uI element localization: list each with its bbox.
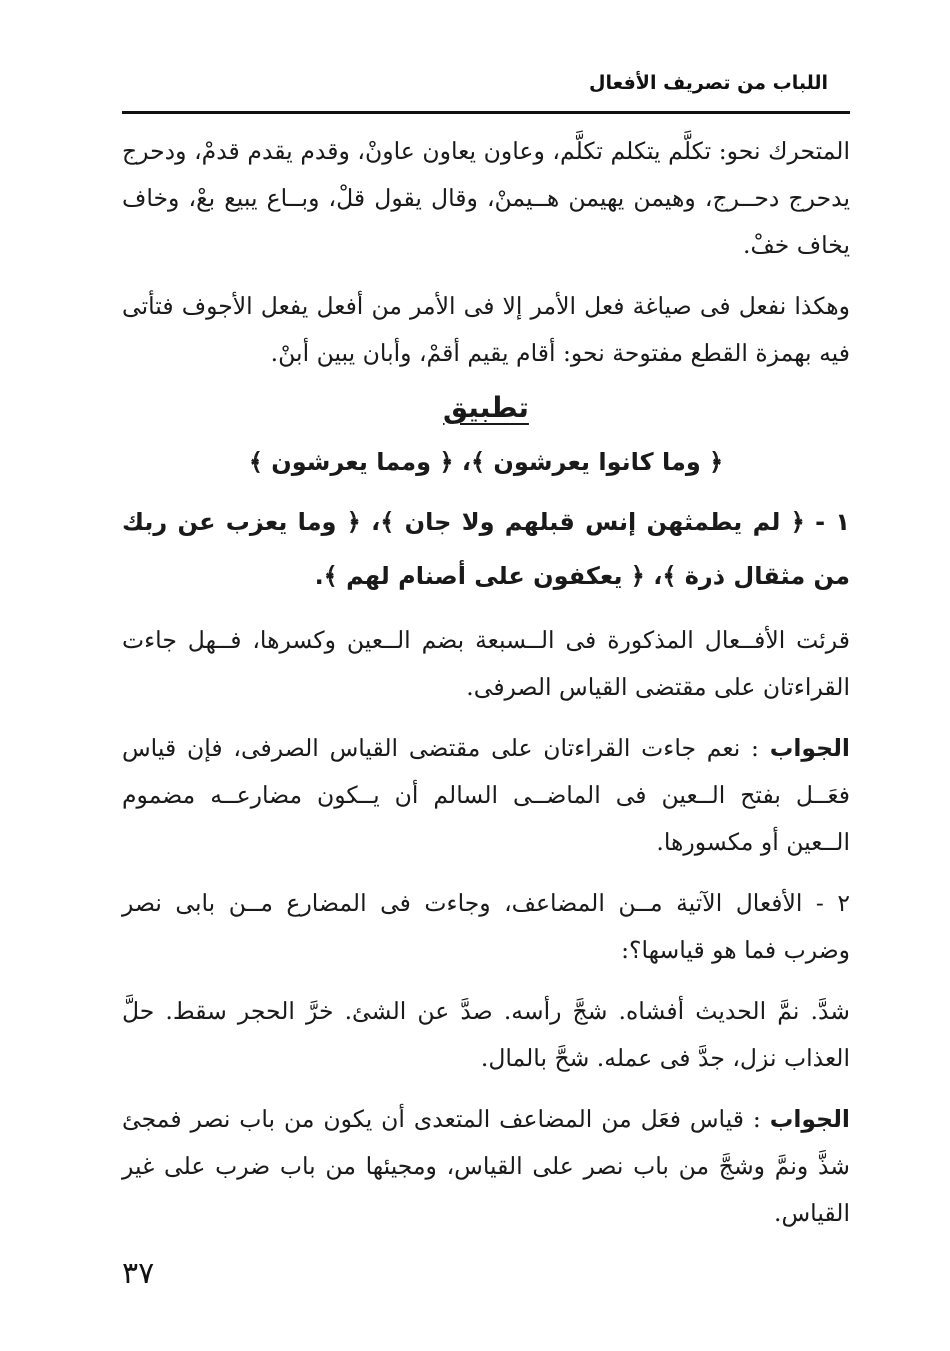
exercise-2-question: ٢ - الأفعال الآتية مــن المضاعف، وجاءت فى المضارع مــن بابى نصر وضرب فما هو قياسها؟: <box>122 889 850 964</box>
running-header: اللباب من تصريف الأفعال <box>589 72 828 94</box>
body-text <box>122 128 850 1251</box>
verse-examples-line: ﴿ وما كانوا يعرشون ﴾، ﴿ ومما يعرشون ﴾ <box>248 448 724 476</box>
exercise-2-verb-list: شدَّ. نمَّ الحديث أفشاه. شجَّ رأسه. صدَّ عن الشئ. خرَّ الحجر سقط. حلَّ العذاب نزل، جدَّ فى عمله. شحَّ بالمال. <box>122 997 850 1072</box>
exercise-1-verses: ١ - ﴿ لم يطمثهن إنس قبلهم ولا جان ﴾، ﴿ وما يعزب عن ربك من مثقال ذرة ﴾، ﴿ يعكفون على أصنام لهم ﴾. <box>122 508 850 590</box>
page-number: ٣٧ <box>122 1256 155 1291</box>
paragraph-imperative-examples: المتحرك نحو: تكلَّم يتكلم تكلَّم، وعاون يعاون عاونْ، وقدم يقدم قدمْ، ودحرج يدحرج دحــرج، وهيمن يهيمن هــيمنْ، وقال يقول قلْ، وبــاع يبيع بعْ، وخاف يخاف خفْ. <box>122 137 850 259</box>
exercise-1-question: قرئت الأفــعال المذكورة فى الــسبعة بضم الــعين وكسرها، فــهل جاءت القراءتان على مقتضى القياس الصرفى. <box>122 626 850 701</box>
header-rule <box>122 111 850 114</box>
section-heading: تطبيق <box>443 391 529 424</box>
answer-1-text: : نعم جاءت القراءتان على مقتضى القياس الصرفى، فإن قياس فعَــل بفتح الــعين فى الماضــى السالم أن يــكون مضارعــه مضموم الــعين أو مكسورها. <box>122 734 850 856</box>
answer-1 <box>122 725 850 866</box>
answer-label: الجواب <box>769 1105 850 1133</box>
answer-label: الجواب <box>769 734 850 762</box>
answer-2-text: : قياس فعَل من المضاعف المتعدى أن يكون من باب نصر فمجئ شذَّ ونمَّ وشجَّ من باب نصر على القياس، ومجيئها من باب ضرب على غير القياس. <box>122 1105 850 1227</box>
answer-2 <box>122 1096 850 1237</box>
paragraph-hollow-verb-rule: وهكذا نفعل فى صياغة فعل الأمر إلا فى الأمر من أفعل يفعل الأجوف فتأتى فيه بهمزة القطع مفتوحة نحو: أقام يقيم أقمْ، وأبان يبين أبنْ. <box>122 292 850 367</box>
